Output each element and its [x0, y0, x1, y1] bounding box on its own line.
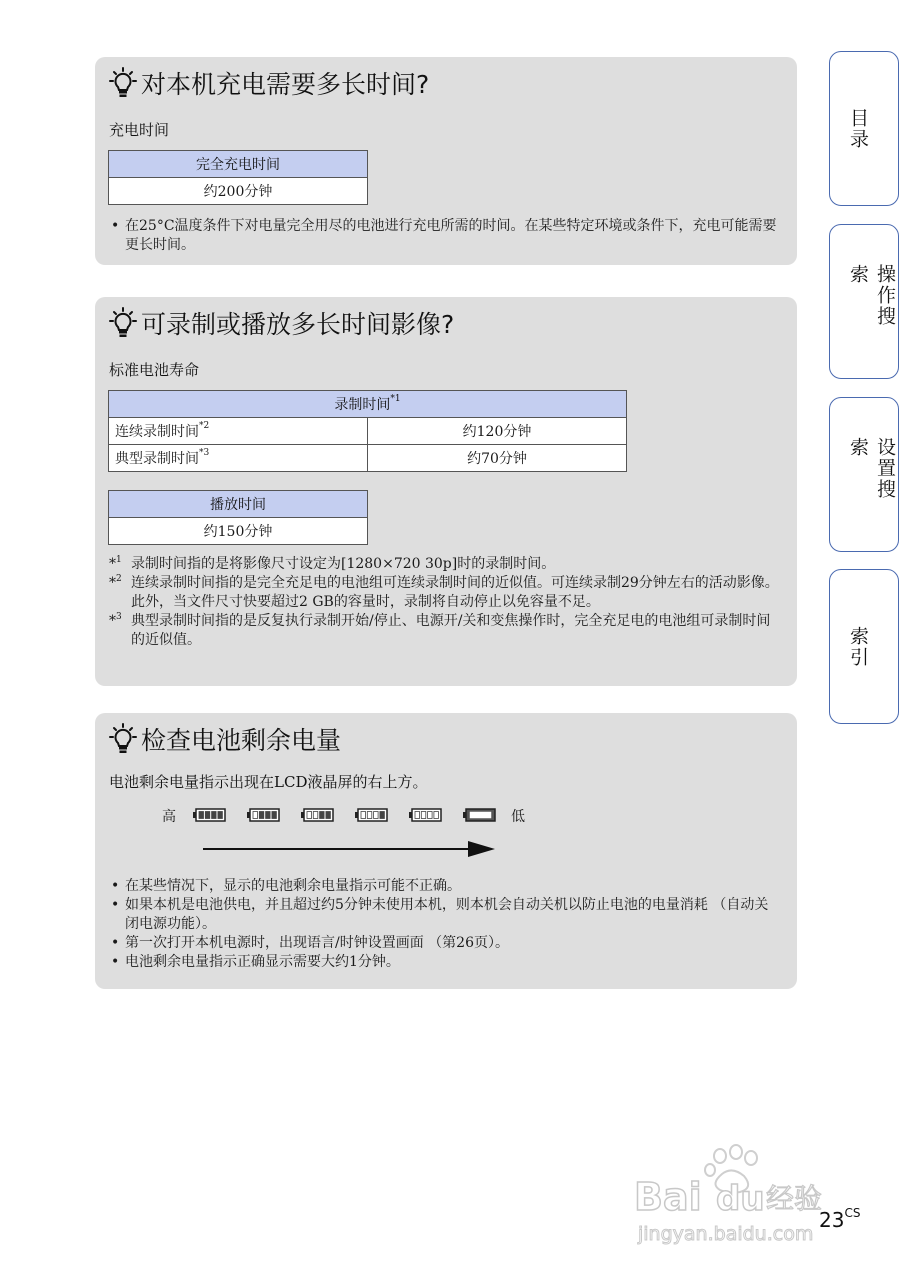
footnote	[109, 612, 779, 650]
footnote-mark: *2	[199, 421, 210, 431]
charging-table	[108, 150, 368, 205]
tab-label: 目录	[847, 107, 869, 150]
list-item: • 在某些情况下，显示的电池剩余电量指示可能不正确。	[109, 877, 779, 896]
row-label: 连续录制时间	[115, 424, 199, 440]
tab-settings-search[interactable]	[829, 397, 899, 552]
tab-operation-search[interactable]	[829, 224, 899, 379]
recording-table	[108, 390, 627, 472]
list-item: • 在25°C温度条件下对电量完全用尽的电池进行充电所需的时间。在某些特定环境或条件下，充电可能需要更长时间。	[109, 217, 779, 255]
footnote-mark: *$^2$	[109, 574, 122, 591]
table-cell: 约70分钟	[368, 445, 627, 472]
arrow-right-icon	[203, 840, 498, 858]
footnote-mark: *1	[390, 394, 401, 404]
lightbulb-icon	[109, 67, 137, 99]
battery-low-label: 低	[511, 809, 525, 825]
lightbulb-icon	[109, 723, 137, 755]
battery-icon	[247, 808, 281, 822]
row-label: 典型录制时间	[115, 451, 199, 467]
tab-contents[interactable]	[829, 51, 899, 206]
lightbulb-icon	[109, 307, 137, 339]
footnotes	[109, 555, 779, 650]
footnote-text: 连续录制时间指的是完全充足电的电池组可连续录制时间的近似值。可连续录制29分钟左右的活动影像。此外，当文件尺寸快要超过2 GB的容量时，录制将自动停止以免容量不足。	[131, 575, 779, 610]
battery-icon	[193, 808, 227, 822]
tab-label: 设置搜索	[847, 436, 896, 500]
battery-icon	[301, 808, 335, 822]
footnote-mark: *$^3$	[109, 612, 122, 629]
section-title	[109, 65, 429, 101]
table-row	[109, 445, 627, 472]
tab-index[interactable]	[829, 569, 899, 724]
svg-text:jingyan.baidu.com: jingyan.baidu.com	[638, 1223, 814, 1245]
svg-text:经验: 经验	[766, 1182, 823, 1215]
table-cell: 约200分钟	[109, 178, 368, 205]
battery-high-label: 高	[162, 809, 176, 825]
playback-table	[108, 490, 368, 545]
section-charging-time	[95, 57, 797, 265]
footnote-text: 典型录制时间指的是反复执行录制开始/停止、电源开/关和变焦操作时，完全充足电的电池组可录制时间的近似值。	[131, 613, 771, 648]
section-subtitle: 充电时间	[109, 121, 170, 139]
section-intro: 电池剩余电量指示出现在LCD液晶屏的右上方。	[109, 773, 428, 791]
battery-icon	[409, 808, 443, 822]
page-number: $23^{CS}$	[819, 1206, 861, 1232]
section-recording-time	[95, 297, 797, 686]
table-cell	[109, 418, 368, 445]
table-header	[109, 391, 627, 418]
list-item: • 第一次打开本机电源时，出现语言/时钟设置画面 （第26页）。	[109, 934, 779, 953]
footnote-text: 录制时间指的是将影像尺寸设定为[1280×720 30p]时的录制时间。	[131, 556, 556, 572]
section-title-text: 检查电池剩余电量	[141, 726, 342, 755]
list-item: • 电池剩余电量指示正确显示需要大约1分钟。	[109, 953, 779, 972]
section-title-text: 可录制或播放多长时间影像?	[141, 310, 455, 339]
tab-label: 索引	[847, 625, 869, 668]
bullet-list	[109, 877, 779, 972]
section-title	[109, 721, 341, 757]
section-title	[109, 305, 454, 341]
battery-icon	[355, 808, 389, 822]
table-header-label: 录制时间	[334, 397, 391, 413]
battery-icon	[463, 808, 497, 822]
svg-text:Bai: Bai	[634, 1175, 702, 1219]
footnote-mark: *3	[199, 448, 210, 458]
section-subtitle: 标准电池寿命	[109, 361, 200, 379]
bullet-list	[109, 217, 779, 255]
tab-label: 操作搜索	[847, 263, 896, 327]
footnote-mark: *$^1$	[109, 555, 122, 572]
section-title-text: 对本机充电需要多长时间?	[141, 70, 430, 99]
table-cell: 约120分钟	[368, 418, 627, 445]
table-cell	[109, 445, 368, 472]
baidu-watermark-logo	[632, 1144, 842, 1248]
table-row	[109, 418, 627, 445]
table-header: 播放时间	[109, 491, 368, 518]
footnote	[109, 574, 779, 612]
svg-text:du: du	[716, 1179, 765, 1219]
table-cell: 约150分钟	[109, 518, 368, 545]
list-item: • 如果本机是电池供电，并且超过约5分钟未使用本机，则本机会自动关机以防止电池的电量消耗 （自动关闭电源功能）。	[109, 896, 779, 934]
footnote	[109, 555, 779, 574]
table-header: 完全充电时间	[109, 151, 368, 178]
